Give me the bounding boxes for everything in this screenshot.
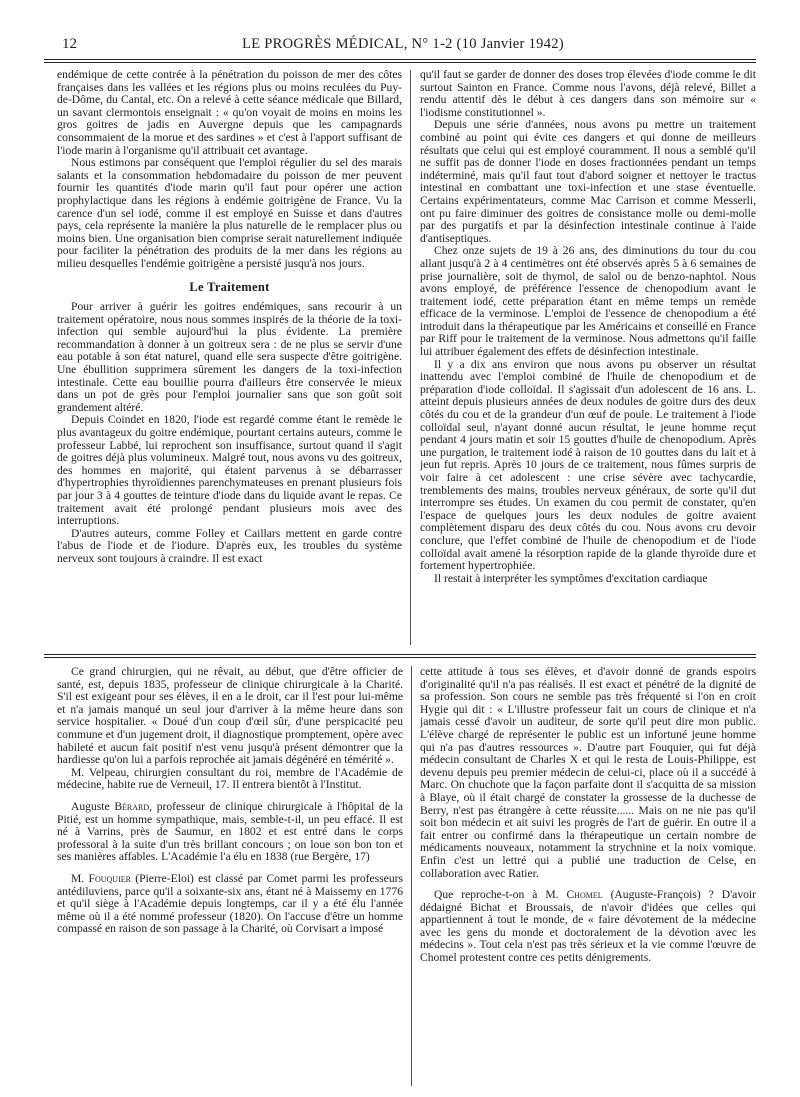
page-header — [50, 36, 756, 58]
paragraph: Depuis Coindet en 1820, l'iode est regardé comme étant le remède le plus avantageux du goitre endémique, pourtant certains auteurs, comme le professeur Labbé, lui reprochent son insuffisance, surtout quand il s'agit de goitres déjà plus volumineux. Malgré tout, nous avons vu des goitreux, des hommes en majorité, qui étaient parvenus à se débarrasser d'hypertrophies thyroïdiennes parenchymateuses en prenant plusieurs fois par jour 3 à 4 gouttes de teinture d'iode dans du liquide avant le repas. Ce traitement avait été prolongé pendant plusieurs mois avec des interruptions. — [57, 413, 402, 528]
paragraph: Chez onze sujets de 19 à 26 ans, des diminutions du tour du cou allant jusqu'à 2 à 4 centimètres ont été observés après 5 à 6 semaines de prise journalière, soit de thymol, de salol ou de benzo-naphtol. Nous avons employé, de préférence l'essence de chenopodium avant le traitement iodé, cette préparation étant en même temps un remède efficace de la verminose. L'emploi de l'essence de chenopodium a été introduit dans la thérapeutique par les Américains et conseillé en France par Riff pour le traitement de la verminose. Nous admettons qu'il faille lui attribuer également des effets de désinfection intestinale. — [420, 244, 756, 359]
header-rule-bottom — [44, 62, 756, 63]
paragraph: D'autres auteurs, comme Folley et Caillars mettent en garde contre l'abus de l'iode et de l'iodure. D'après eux, les troubles du système nerveux sont toujours à craindre. Il est exact — [57, 526, 402, 565]
paragraph: endémique de cette contrée à la pénétration du poisson de mer des côtes françaises dans les vallées et les régions plus ou moins reculées du Puy-de-Dôme, du Cantal, etc. On a relevé à cette séance médicale que Billard, un savant clermontois enseignait : « qu'on voyait de moins en moins les gros goitres de jadis en Auvergne depuis que les campagnards consommaient de la morue et des sardines » et c'est à l'apport suffisant de l'iode marin à l'organisme qu'il attribuait cet avantage. — [57, 69, 402, 157]
top-left-column — [57, 69, 402, 649]
bottom-left-column — [57, 666, 403, 1086]
section-title: Le Traitement — [189, 279, 270, 294]
paragraph: M. Velpeau, chirurgien consultant du roi, membre de l'Académie de médecine, habite rue de Verneuil, 17. Il entrera bientôt à l'Institut. — [57, 765, 403, 792]
column-divider — [410, 70, 411, 645]
paragraph: Auguste Bérard, professeur de clinique chirurgicale à l'hôpital de la Pitié, est un homme sympathique, mais, semble-t-il, un peu effacé. Il est né à Varrins, près de Saumur, en 1802 et est entré dans le corps professoral à la suite d'un très brillant concours ; on loue son bon ton et ses manières affables. L'Académie l'a élu en 1838 (rue Bergère, 17) — [57, 799, 403, 864]
paragraph: Que reproche-t-on à M. Chomel (Auguste-François) ? D'avoir dédaigné Bichat et Broussais, de n'avoir d'idées que celles qui appartiennent à tout le monde, de « faire dévotement de la médecine avec les gens du monde et doctoralement de la dévotion avec les médecins ». Tout cela n'est pas très sérieux et la vie comme l'œuvre de Chomel protestent contre ces petits dénigrements. — [420, 888, 756, 965]
paragraph: Depuis une série d'années, nous avons pu mettre un traitement combiné au point qui évite ces dangers et qui donne de meilleurs résultats que celui qui est employé couramment. Il nous a semblé qu'il ne suffit pas de donner l'iode en doses fractionnées pendant un temps indéterminé, mais qu'il faut tout d'abord soigner et nettoyer le tractus intestinal en combattant une toxi-infection et une stase éventuelle. Certains expérimentateurs, comme Mac Carrison et comme Messerli, ont pu faire diminuer des goitres de consistance molle ou demi-molle par des purgatifs et par la désinfection intestinale continue à l'aide d'antiseptiques. — [420, 118, 756, 245]
surname: Chomel — [566, 888, 603, 902]
section-separator-rule — [44, 657, 756, 658]
paragraph: qu'il faut se garder de donner des doses trop élevées d'iode comme le dit surtout Sainton en France. Comme nous l'avons, déjà relevé, Billet a rendu attentif dès le début à ces dangers dans son mémoire sur « l'iodisme constitutionnel ». — [420, 69, 756, 119]
bottom-right-column — [420, 666, 756, 1086]
header-rule-top — [44, 59, 756, 60]
top-right-column — [420, 69, 756, 649]
page-number: 12 — [62, 36, 77, 52]
paragraph: cette attitude à tous ses élèves, et d'avoir donné de grands espoirs d'originalité qu'il n'a pas réalisés. Il est exact et pénétré de la dignité de sa profession. Son cours ne semble pas très fréquenté si l'on en croit Hygie qui dit : « L'illustre professeur fait un cours de clinique et n'a jamais cessé d'avoir un auditeur, de sorte qu'il peut dire mon public. L'élève chargé de représenter le public est un infortuné jeune homme qui n'a pas d'autres ressources ». D'autre part Fouquier, qui fut déjà médecin consultant de Charles X et qui le resta de Louis-Philippe, est devenu depuis peu premier médecin de celui-ci, place où il a succédé à Marc. On chuchote que la façon parfaite dont il s'acquitta de sa mission à Blaye, où il était chargé de constater la grossesse de la duchesse de Berry, n'est pas étrangère à cette réussite...... Mais on ne nie pas qu'il soit bon médecin et ait suivi les progrès de l'art de guérir. En outre il a fait entrer ou confirmé dans la thérapeutique un certain nombre de médicaments nouveaux, notamment la strychnine et la noix vomique. Enfin c'est un lettré qui a publié une traduction de Celse, en collaboration avec Ratier. — [420, 666, 756, 880]
paragraph: M. Fouquier (Pierre-Eloi) est classé par Comet parmi les professeurs antédiluviens, parce qu'il a soixante-six ans, étant né à Maissemy en 1776 et qu'il siège à l'Académie depuis longtemps, car il y a été élu l'année même où il a été nommé professeur (1820). On l'accuse d'être un homme compassé en raison de son passage à la Charité, où Corvisart a imposé — [57, 871, 403, 936]
column-divider — [411, 666, 412, 1086]
running-title: LE PROGRÈS MÉDICAL, N° 1-2 (10 Janvier 1942) — [242, 36, 564, 52]
paragraph: Il y a dix ans environ que nous avons pu observer un résultat inattendu avec l'emploi combiné de l'huile de chenopodium et de préparation d'iode colloïdal. Il s'agissait d'un adolescent de 16 ans. L. atteint depuis plusieurs années de deux nodules de goitre durs des deux côtés du cou et de la grandeur d'un œuf de poule. Le traitement à l'iode colloïdal seul, n'ayant donné aucun résultat, le jeune homme reçut pendant 4 jours matin et soir 15 gouttes d'huile de chenopodium. Après une purgation, le traitement iodé à raison de 10 gouttes dans du lait et à jeun fut repris. Après 10 jours de ce traitement, nous fûmes surpris de voir faire à cet adolescent : une crise sévère avec tachycardie, tremblements des mains, troubles nerveux généraux, de sorte qu'il dut interrompre ses études. Un examen du cou permit de constater, qu'en l'espace de quelques jours les deux nodules de goitre avaient complètement disparu des deux côtés du cou. Nous avons cru devoir conclure, que l'effet combiné de l'huile de chenopodium et de l'iode colloïdal avait amené la résorption rapide de la glande thyroïde dure et fortement hypertrophiée. — [420, 357, 756, 573]
section-separator-rule — [44, 654, 756, 655]
paragraph: Ce grand chirurgien, qui ne rêvait, au début, que d'être officier de santé, est, depuis 1835, professeur de clinique chirurgicale à la Charité. S'il est exigeant pour ses élèves, il en a le droit, car il l'est pour lui-même et n'a jamais manqué un seul jour d'arriver à la même heure dans son service hospitalier. « Doué d'un coup d'œil sûr, d'une perspicacité peu commune et d'un jugement droit, il diagnostique promptement, opère avec habileté et aucun fait positif n'est venu jusqu'à présent démontrer que la hardiesse qu'on lui a parfois reprochée ait jamais dégénéré en témérité ». — [57, 666, 403, 767]
paragraph: Il restait à interpréter les symptômes d'excitation cardiaque — [434, 571, 708, 585]
surname: Bérard — [114, 799, 150, 813]
paragraph: Nous estimons par conséquent que l'emploi régulier du sel des marais salants et la consommation hebdomadaire du poisson de mer peuvent fournir les quantités d'iode marin qu'il faut pour opérer une action prophylactique dans les régions à endémie goitrigène de France. Vu la carence d'un sel iodé, comme il est employé en Suisse et dans d'autres pays, cela représente la manière la plus naturelle de le remplacer plus ou moins bien. Une organisation bien comprise serait naturellement indiquée pour faciliter la pénétration des produits de la mer dans les régions au milieu desquelles l'endémie goitrigène a persisté jusqu'à nos jours. — [57, 156, 402, 270]
surname: Fouquier — [88, 871, 131, 885]
paragraph: Pour arriver à guérir les goitres endémiques, sans recourir à un traitement opératoire, nous nous sommes inspirés de la théorie de la toxi-infection qui semble aujourd'hui la plus évidente. La première recommandation à donner à un goitreux sera : de ne plus se servir d'une eau potable à son état naturel, quand elle sera suspecte d'être goitrigène. Une ébullition supprimera sûrement les dangers de la toxi-infection intestinale. Cette eau bouillie pourra d'ailleurs être conservée le mieux dans un pot de grès pour l'emploi journalier sans que son goût soit grandement altéré. — [57, 300, 402, 414]
